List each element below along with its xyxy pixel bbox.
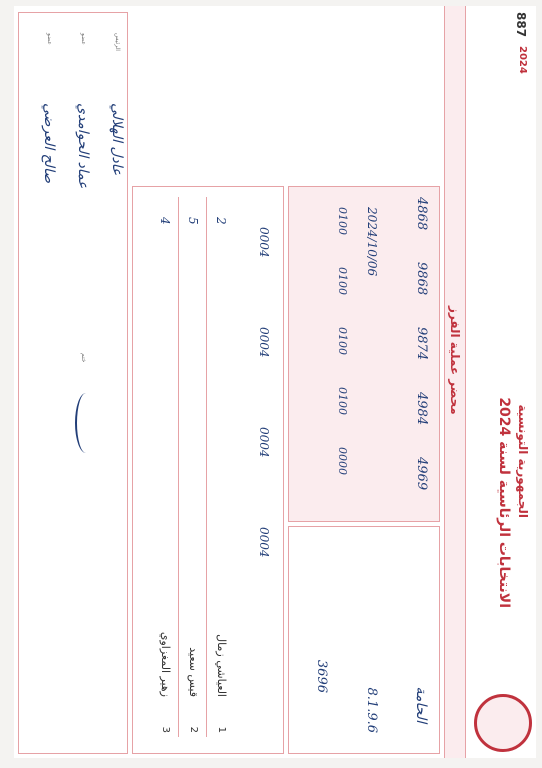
member-label-2: عضو (46, 33, 53, 45)
candidate-name: قيس سعيد (187, 647, 200, 697)
delegation-name: الحامة (413, 686, 429, 723)
form-title-banner (444, 6, 466, 758)
entry-0: 0100 (336, 207, 349, 235)
header-band (466, 6, 536, 758)
signatures-section (18, 12, 128, 754)
form-sheet (14, 6, 536, 758)
candidate-votes: 2 (214, 217, 228, 225)
registered-voters: 3696 (314, 659, 329, 693)
candidate-votes: 5 (186, 217, 200, 225)
counts-section (288, 186, 440, 522)
candidate-row (206, 197, 233, 737)
count-date: 2024/10/06 (365, 207, 379, 277)
box-number-3: 4984 (414, 392, 429, 426)
office-code: 8.1.9.6 (364, 687, 379, 733)
member1-name: عماد الحوامدي (75, 103, 91, 189)
total-2: 0004 (257, 427, 271, 458)
total-0: 0004 (257, 227, 271, 258)
candidate-name: زهير المغزاوي (159, 631, 172, 697)
box-number-1: 9868 (414, 262, 429, 296)
candidate-row (151, 197, 177, 737)
isie-logo (474, 694, 532, 752)
candidate-name: العياشي زمال (215, 634, 228, 697)
entry-4: 0000 (336, 447, 349, 475)
president-label: الرئيس (114, 33, 121, 51)
box-number-2: 9874 (414, 327, 429, 361)
form-number: 887 (514, 12, 528, 38)
member2-name: صالح العرضي (41, 103, 57, 184)
year-badge: 2024 (517, 46, 528, 74)
election-title: الانتخابات الرئاسية لسنة 2024 (496, 397, 512, 608)
president-name: عادل الهلالي (109, 103, 125, 176)
entry-1: 0100 (336, 267, 349, 295)
candidate-num: 2 (188, 726, 199, 733)
signature-scribble (75, 393, 97, 453)
stamp-label: ختم (80, 353, 87, 363)
total-1: 0004 (257, 327, 271, 358)
box-number-0: 4868 (414, 197, 429, 231)
results-section (132, 186, 284, 754)
candidate-row (178, 197, 205, 737)
candidate-num: 3 (160, 726, 171, 733)
republic-title: الجمهورية التونسية (516, 404, 530, 518)
rotated-form (14, 6, 536, 758)
entry-3: 0100 (336, 387, 349, 415)
candidate-votes: 4 (158, 217, 172, 225)
candidate-num: 1 (216, 726, 227, 733)
box-number-4: 4969 (414, 457, 429, 491)
member-label: عضو (80, 33, 87, 45)
total-3: 0004 (257, 527, 271, 558)
office-section (288, 526, 440, 754)
form-title: محضر عملية الفرز (448, 306, 462, 415)
entry-2: 0100 (336, 327, 349, 355)
